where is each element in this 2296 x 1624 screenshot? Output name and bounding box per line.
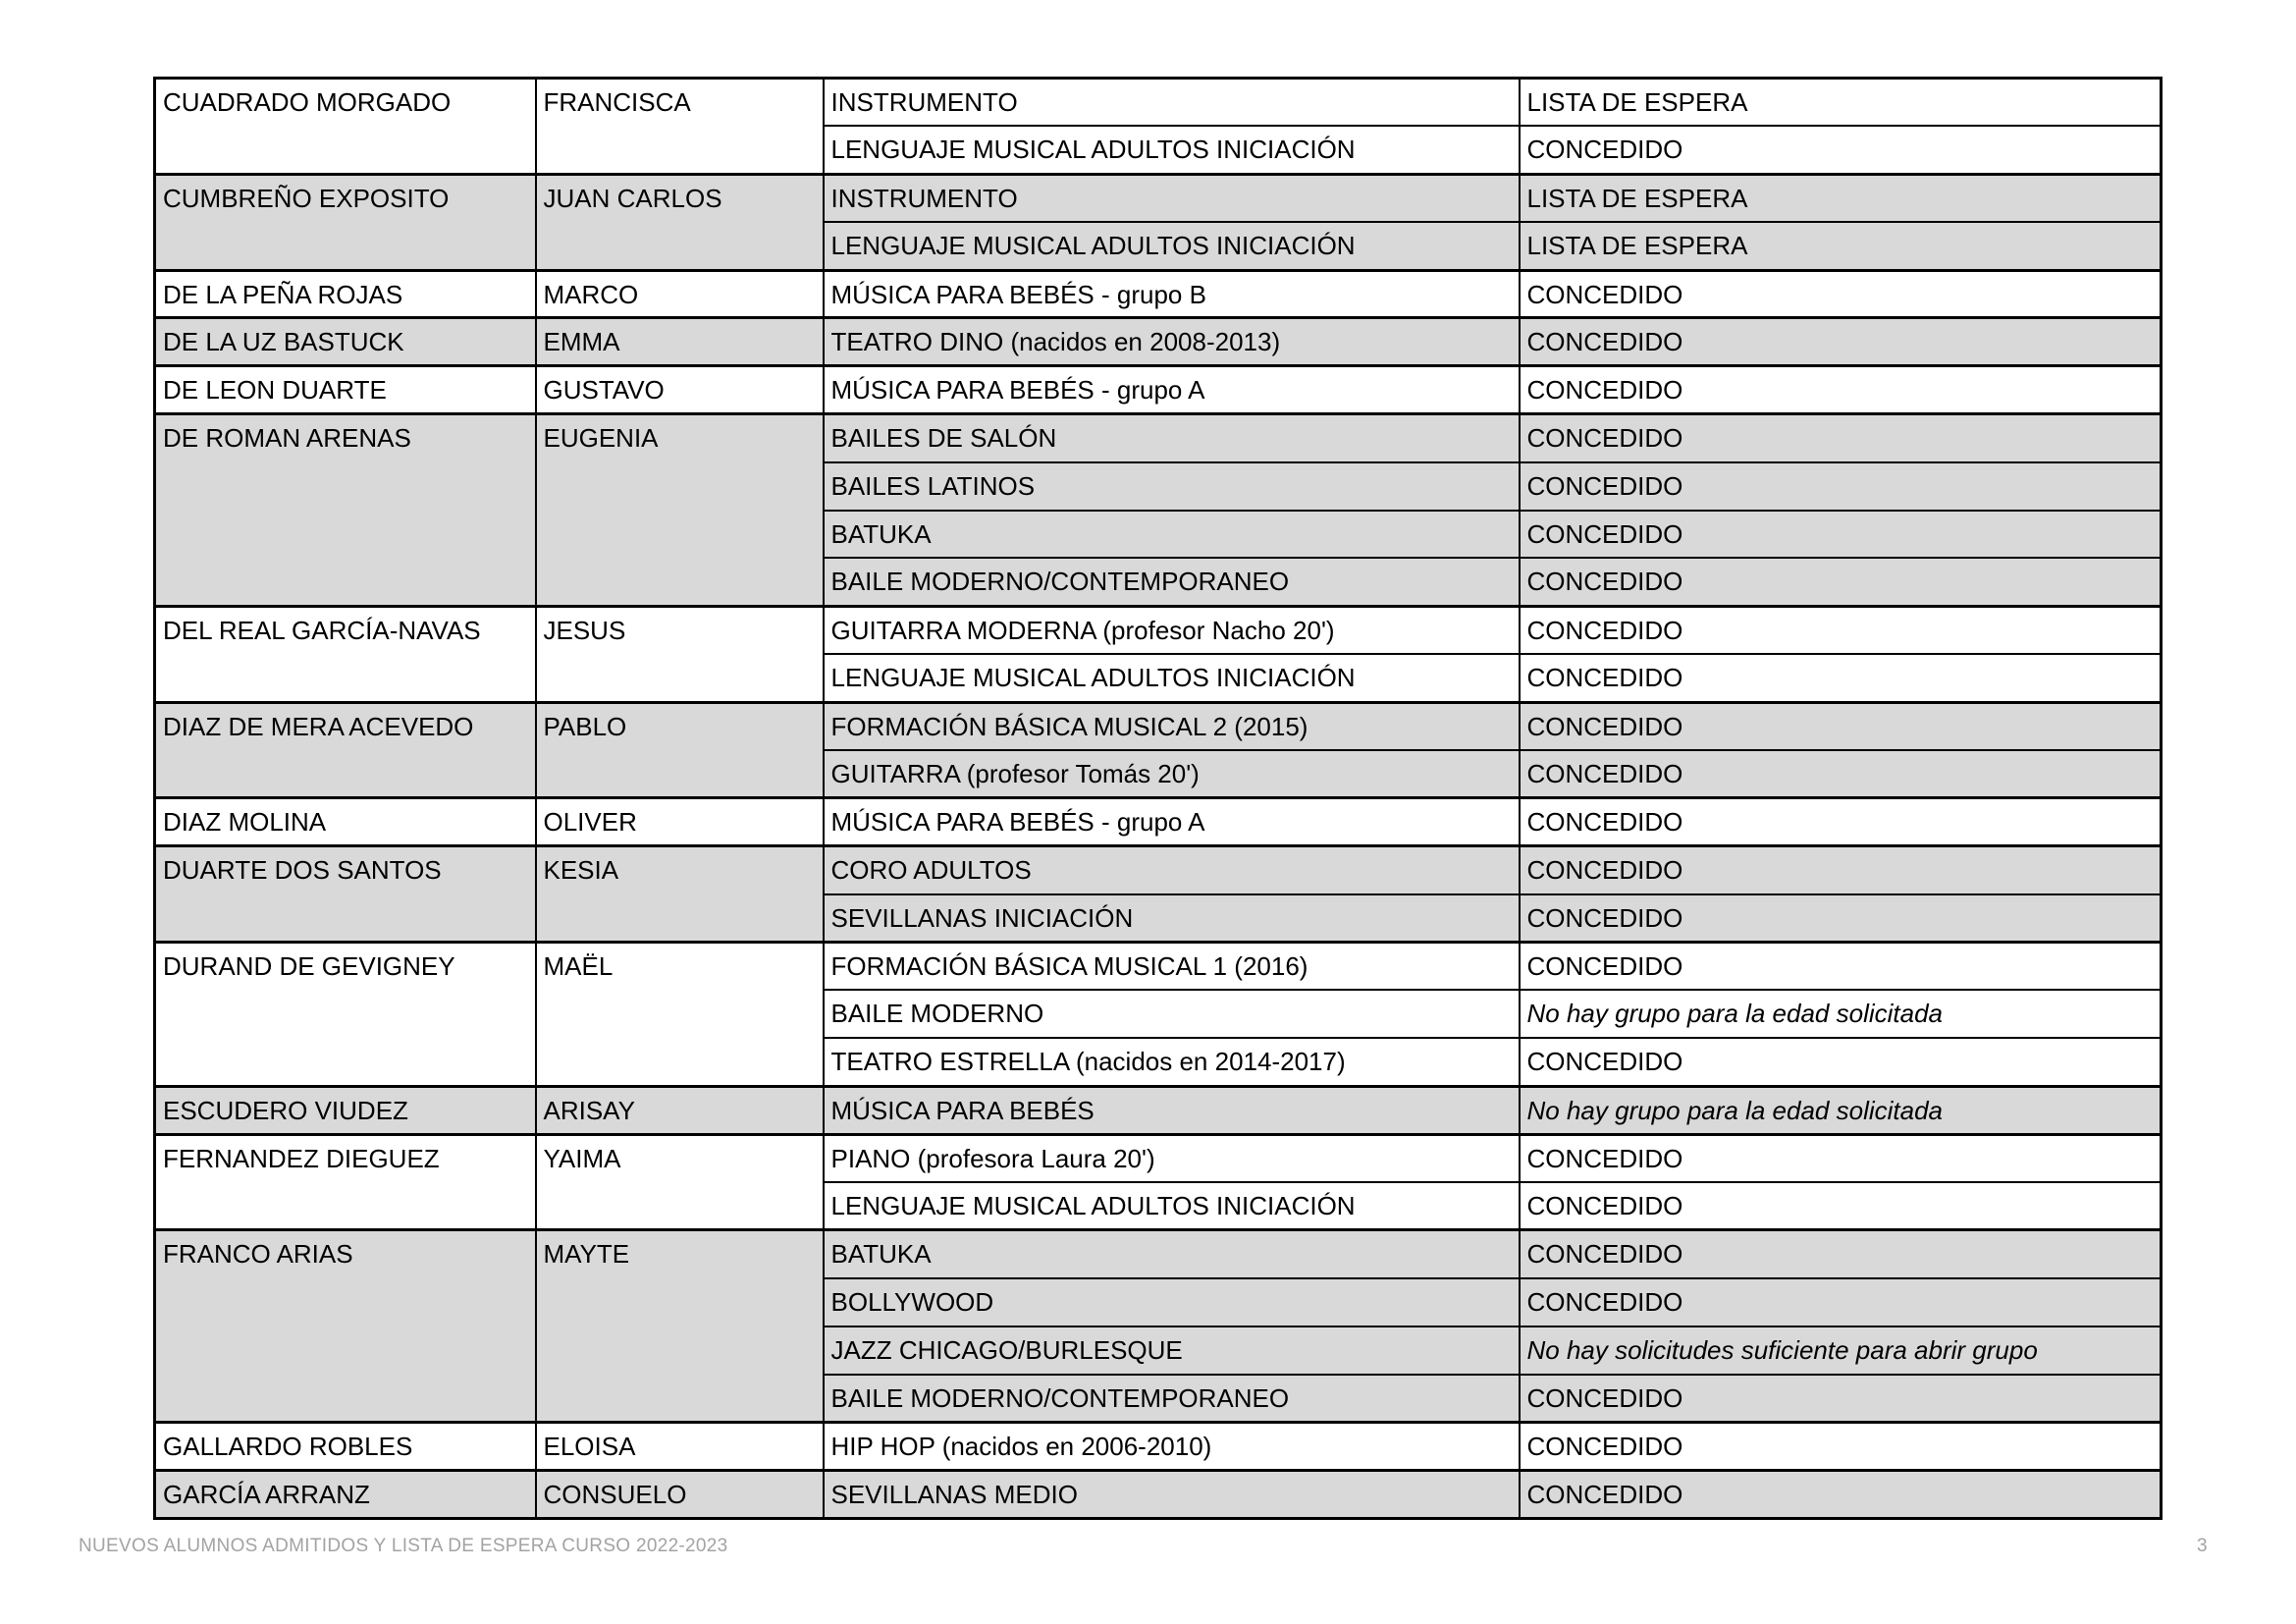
surname-cell: CUADRADO MORGADO	[155, 79, 536, 175]
firstname-cell: KESIA	[536, 846, 824, 943]
surname-cell: DE LEON DUARTE	[155, 366, 536, 414]
firstname-cell: OLIVER	[536, 798, 824, 846]
status-cell: CONCEDIDO	[1520, 750, 2162, 798]
status-cell: CONCEDIDO	[1520, 366, 2162, 414]
request-row	[155, 318, 2162, 366]
status-cell: LISTA DE ESPERA	[1520, 79, 2162, 127]
firstname-cell: ARISAY	[536, 1086, 824, 1134]
request-row	[155, 943, 2162, 991]
firstname-cell: CONSUELO	[536, 1470, 824, 1518]
request-row	[155, 846, 2162, 894]
firstname-cell: EMMA	[536, 318, 824, 366]
course-cell: CORO ADULTOS	[824, 846, 1520, 894]
status-cell: CONCEDIDO	[1520, 270, 2162, 318]
request-row	[155, 606, 2162, 654]
firstname-cell: PABLO	[536, 702, 824, 798]
request-row	[155, 1470, 2162, 1518]
course-cell: BATUKA	[824, 1230, 1520, 1278]
footer-title: NUEVOS ALUMNOS ADMITIDOS Y LISTA DE ESPERA CURSO 2022-2023	[79, 1536, 728, 1556]
status-cell: CONCEDIDO	[1520, 846, 2162, 894]
firstname-cell: MAËL	[536, 943, 824, 1087]
status-cell: CONCEDIDO	[1520, 126, 2162, 174]
course-cell: INSTRUMENTO	[824, 174, 1520, 222]
status-cell: CONCEDIDO	[1520, 414, 2162, 462]
firstname-cell: MAYTE	[536, 1230, 824, 1423]
status-cell: LISTA DE ESPERA	[1520, 222, 2162, 270]
course-cell: SEVILLANAS MEDIO	[824, 1470, 1520, 1518]
status-cell: CONCEDIDO	[1520, 1422, 2162, 1470]
course-cell: TEATRO DINO (nacidos en 2008-2013)	[824, 318, 1520, 366]
request-row	[155, 1134, 2162, 1182]
status-cell: CONCEDIDO	[1520, 654, 2162, 702]
course-cell: BAILE MODERNO/CONTEMPORANEO	[824, 558, 1520, 606]
surname-cell: DUARTE DOS SANTOS	[155, 846, 536, 943]
course-cell: MÚSICA PARA BEBÉS - grupo A	[824, 366, 1520, 414]
request-row	[155, 79, 2162, 127]
request-row	[155, 414, 2162, 462]
status-cell: LISTA DE ESPERA	[1520, 174, 2162, 222]
course-cell: JAZZ CHICAGO/BURLESQUE	[824, 1326, 1520, 1375]
course-cell: PIANO (profesora Laura 20')	[824, 1134, 1520, 1182]
course-cell: BAILES DE SALÓN	[824, 414, 1520, 462]
course-cell: MÚSICA PARA BEBÉS - grupo B	[824, 270, 1520, 318]
firstname-cell: EUGENIA	[536, 414, 824, 607]
surname-cell: DE LA PEÑA ROJAS	[155, 270, 536, 318]
status-cell: No hay solicitudes suficiente para abrir grupo	[1520, 1326, 2162, 1375]
status-cell: No hay grupo para la edad solicitada	[1520, 990, 2162, 1038]
course-cell: BATUKA	[824, 511, 1520, 559]
course-cell: GUITARRA MODERNA (profesor Nacho 20')	[824, 606, 1520, 654]
course-cell: HIP HOP (nacidos en 2006-2010)	[824, 1422, 1520, 1470]
surname-cell: FRANCO ARIAS	[155, 1230, 536, 1423]
surname-cell: ESCUDERO VIUDEZ	[155, 1086, 536, 1134]
request-row	[155, 1230, 2162, 1278]
status-cell: CONCEDIDO	[1520, 1182, 2162, 1230]
firstname-cell: JESUS	[536, 606, 824, 702]
request-row	[155, 270, 2162, 318]
surname-cell: DURAND DE GEVIGNEY	[155, 943, 536, 1087]
surname-cell: GALLARDO ROBLES	[155, 1422, 536, 1470]
surname-cell: DEL REAL GARCÍA-NAVAS	[155, 606, 536, 702]
request-row	[155, 798, 2162, 846]
course-cell: INSTRUMENTO	[824, 79, 1520, 127]
page-number: 3	[2197, 1536, 2208, 1556]
firstname-cell: JUAN CARLOS	[536, 174, 824, 270]
request-row	[155, 1086, 2162, 1134]
request-row	[155, 1422, 2162, 1470]
course-cell: LENGUAJE MUSICAL ADULTOS INICIACIÓN	[824, 126, 1520, 174]
admissions-table-body	[155, 79, 2162, 1519]
course-cell: LENGUAJE MUSICAL ADULTOS INICIACIÓN	[824, 1182, 1520, 1230]
course-cell: FORMACIÓN BÁSICA MUSICAL 1 (2016)	[824, 943, 1520, 991]
surname-cell: FERNANDEZ DIEGUEZ	[155, 1134, 536, 1230]
status-cell: CONCEDIDO	[1520, 798, 2162, 846]
request-row	[155, 174, 2162, 222]
surname-cell: GARCÍA ARRANZ	[155, 1470, 536, 1518]
request-row	[155, 366, 2162, 414]
surname-cell: CUMBREÑO EXPOSITO	[155, 174, 536, 270]
course-cell: SEVILLANAS INICIACIÓN	[824, 894, 1520, 943]
firstname-cell: YAIMA	[536, 1134, 824, 1230]
admissions-table	[153, 77, 2163, 1520]
surname-cell: DIAZ DE MERA ACEVEDO	[155, 702, 536, 798]
status-cell: No hay grupo para la edad solicitada	[1520, 1086, 2162, 1134]
status-cell: CONCEDIDO	[1520, 1278, 2162, 1326]
course-cell: BAILES LATINOS	[824, 462, 1520, 511]
surname-cell: DE ROMAN ARENAS	[155, 414, 536, 607]
course-cell: BOLLYWOOD	[824, 1278, 1520, 1326]
course-cell: MÚSICA PARA BEBÉS	[824, 1086, 1520, 1134]
status-cell: CONCEDIDO	[1520, 1134, 2162, 1182]
status-cell: CONCEDIDO	[1520, 1038, 2162, 1086]
course-cell: MÚSICA PARA BEBÉS - grupo A	[824, 798, 1520, 846]
status-cell: CONCEDIDO	[1520, 606, 2162, 654]
course-cell: TEATRO ESTRELLA (nacidos en 2014-2017)	[824, 1038, 1520, 1086]
course-cell: BAILE MODERNO/CONTEMPORANEO	[824, 1375, 1520, 1423]
status-cell: CONCEDIDO	[1520, 943, 2162, 991]
course-cell: GUITARRA (profesor Tomás 20')	[824, 750, 1520, 798]
course-cell: BAILE MODERNO	[824, 990, 1520, 1038]
status-cell: CONCEDIDO	[1520, 558, 2162, 606]
request-row	[155, 702, 2162, 750]
firstname-cell: ELOISA	[536, 1422, 824, 1470]
course-cell: LENGUAJE MUSICAL ADULTOS INICIACIÓN	[824, 654, 1520, 702]
surname-cell: DIAZ MOLINA	[155, 798, 536, 846]
status-cell: CONCEDIDO	[1520, 702, 2162, 750]
status-cell: CONCEDIDO	[1520, 1375, 2162, 1423]
course-cell: FORMACIÓN BÁSICA MUSICAL 2 (2015)	[824, 702, 1520, 750]
status-cell: CONCEDIDO	[1520, 511, 2162, 559]
status-cell: CONCEDIDO	[1520, 1230, 2162, 1278]
firstname-cell: MARCO	[536, 270, 824, 318]
course-cell: LENGUAJE MUSICAL ADULTOS INICIACIÓN	[824, 222, 1520, 270]
status-cell: CONCEDIDO	[1520, 894, 2162, 943]
firstname-cell: FRANCISCA	[536, 79, 824, 175]
status-cell: CONCEDIDO	[1520, 462, 2162, 511]
status-cell: CONCEDIDO	[1520, 1470, 2162, 1518]
status-cell: CONCEDIDO	[1520, 318, 2162, 366]
surname-cell: DE LA UZ BASTUCK	[155, 318, 536, 366]
firstname-cell: GUSTAVO	[536, 366, 824, 414]
